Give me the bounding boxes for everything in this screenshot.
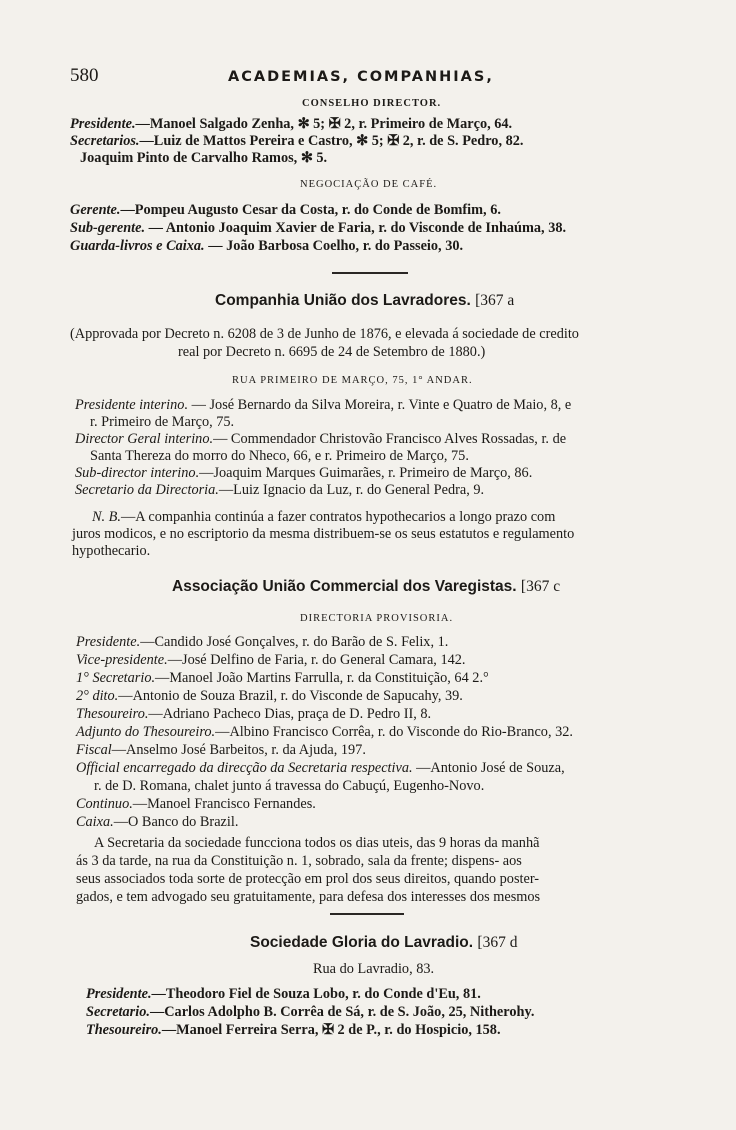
list-item: Continuo.—Manoel Francisco Fernandes.: [76, 796, 316, 812]
approval-line: real por Decreto n. 6695 de 24 de Setembro de 1880.): [178, 344, 486, 360]
list-item: r. de D. Romana, chalet junto á travessa do Cabuçú, Eugenho-Novo.: [94, 778, 485, 794]
list-item: 1° Secretario.—Manoel João Martins Farrulla, r. da Constituição, 64 2.°: [76, 670, 489, 686]
list-item: Sub-director interino.—Joaquim Marques Guimarães, r. Primeiro de Março, 86.: [75, 465, 533, 481]
negociacao-heading: NEGOCIAÇÃO DE CAFÉ.: [300, 179, 438, 190]
section-title-varegistas: Associação União Commercial dos Varegistas. [367 c: [172, 578, 561, 595]
list-item: Secretario da Directoria.—Luiz Ignacio da Luz, r. do General Pedra, 9.: [75, 482, 485, 498]
list-item: Gerente.—Pompeu Augusto Cesar da Costa, r. do Conde de Bomfim, 6.: [70, 202, 501, 218]
list-item: Presidente interino. — José Bernardo da Silva Moreira, r. Vinte e Quatro de Maio, 8, e: [75, 397, 572, 413]
section-divider: [332, 272, 408, 274]
list-item: Adjunto do Thesoureiro.—Albino Francisco Corrêa, r. do Visconde do Rio-Branco, 32.: [76, 724, 573, 740]
list-item: Official encarregado da direcção da Secretaria respectiva. —Antonio José de Souza,: [76, 760, 565, 776]
section-title-lavradores: Companhia União dos Lavradores. [367 a: [215, 292, 515, 309]
list-item: Guarda-livros e Caixa. — João Barbosa Coelho, r. do Passeio, 30.: [70, 238, 464, 254]
note-line: hypothecario.: [72, 543, 151, 559]
list-item: Thesoureiro.—Manoel Ferreira Serra, ✠ 2 de P., r. do Hospicio, 158.: [86, 1022, 501, 1038]
list-item: Presidente.—Manoel Salgado Zenha, ✻ 5; ✠ 2, r. Primeiro de Março, 64.: [70, 116, 513, 132]
list-item: Caixa.—O Banco do Brazil.: [76, 814, 239, 830]
paragraph-line: gados, e tem advogado seu gratuitamente, para defesa dos interesses dos mesmos: [76, 889, 541, 905]
list-item: Thesoureiro.—Adriano Pacheco Dias, praça de D. Pedro II, 8.: [76, 706, 432, 722]
lavradores-address: RUA PRIMEIRO DE MARÇO, 75, 1° ANDAR.: [232, 375, 473, 386]
section-divider: [330, 913, 404, 915]
conselho-heading: CONSELHO DIRECTOR.: [302, 98, 442, 109]
varegistas-sub: DIRECTORIA PROVISORIA.: [300, 613, 454, 624]
paragraph-line: seus associados toda sorte de protecção em prol dos seus direitos, quando poster-: [76, 871, 540, 887]
paragraph-line: A Secretaria da sociedade funcciona todos os dias uteis, das 9 horas da manhã: [94, 835, 540, 851]
list-item: Joaquim Pinto de Carvalho Ramos, ✻ 5.: [80, 150, 328, 166]
list-item: 2° dito.—Antonio de Souza Brazil, r. do Visconde de Sapucahy, 39.: [76, 688, 463, 704]
list-item: Secretario.—Carlos Adolpho B. Corrêa de Sá, r. de S. João, 25, Nitherohy.: [86, 1004, 535, 1020]
list-item: Director Geral interino.— Commendador Christovão Francisco Alves Rossadas, r. de: [75, 431, 567, 447]
list-item: Vice-presidente.—José Delfino de Faria, r. do General Camara, 142.: [76, 652, 466, 668]
list-item: Fiscal—Anselmo José Barbeitos, r. da Ajuda, 197.: [76, 742, 366, 758]
page-number: 580: [70, 65, 99, 86]
note-line: juros modicos, e no escriptorio da mesma distribuem-se os seus estatutos e regulamento: [72, 526, 575, 542]
approval-line: (Approvada por Decreto n. 6208 de 3 de Junho de 1876, e elevada á sociedade de credito: [70, 326, 579, 342]
section-title-gloria: Sociedade Gloria do Lavradio. [367 d: [250, 934, 518, 951]
gloria-address: Rua do Lavradio, 83.: [313, 961, 435, 977]
list-item: r. Primeiro de Março, 75.: [90, 414, 235, 430]
list-item: Presidente.—Theodoro Fiel de Souza Lobo, r. do Conde d'Eu, 81.: [86, 986, 481, 1002]
note-line: N. B.—A companhia continúa a fazer contratos hypothecarios a longo prazo com: [92, 509, 556, 525]
list-item: Santa Thereza do morro do Nheco, 66, e r. Primeiro de Março, 75.: [90, 448, 469, 464]
paragraph-line: ás 3 da tarde, na rua da Constituição n. 1, sobrado, sala da frente; dispens- aos: [76, 853, 522, 869]
list-item: Sub-gerente. — Antonio Joaquim Xavier de Faria, r. do Visconde de Inhaúma, 38.: [70, 220, 567, 236]
list-item: Presidente.—Candido José Gonçalves, r. do Barão de S. Felix, 1.: [76, 634, 449, 650]
list-item: Secretarios.—Luiz de Mattos Pereira e Castro, ✻ 5; ✠ 2, r. de S. Pedro, 82.: [70, 133, 524, 149]
running-head: ACADEMIAS, COMPANHIAS,: [228, 69, 494, 85]
